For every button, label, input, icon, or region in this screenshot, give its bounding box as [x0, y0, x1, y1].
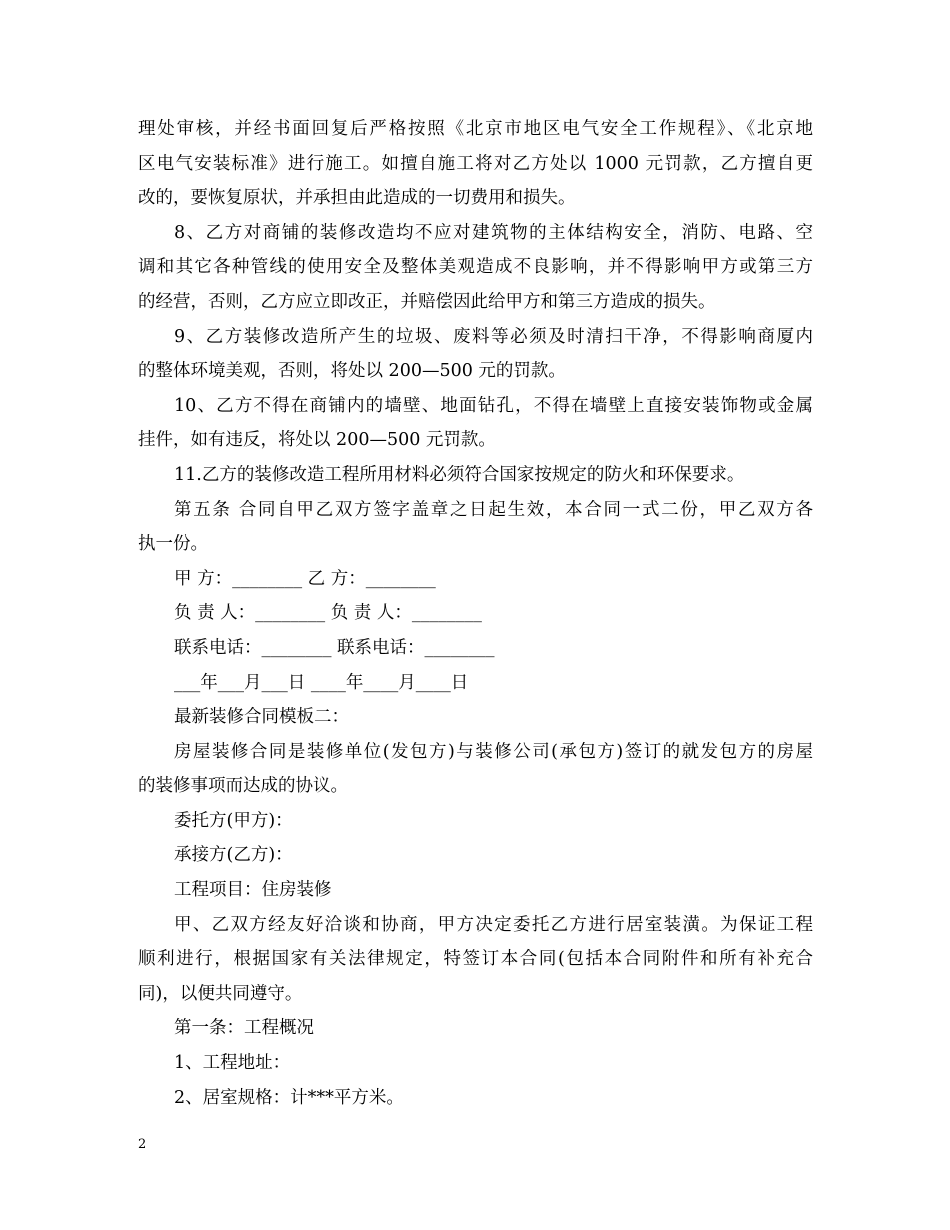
text-line: 联系电话：________ 联系电话：________ — [174, 637, 495, 658]
text-line: 挂件，如有违反，将处以 200—500 元罚款。 — [138, 430, 496, 451]
text-line: 2、居室规格：计***平方米。 — [174, 1087, 404, 1108]
text-line: 工程项目：住房装修 — [174, 880, 332, 901]
text-line: 顺利进行，根据国家有关法律规定，特签订本合同(包括本合同附件和所有补充合 — [138, 949, 813, 970]
text-line: 理处审核，并经书面回复后严格按照《北京市地区电气安全工作规程》、《北京地 — [138, 119, 813, 139]
text-line: 负 责 人：________ 负 责 人：________ — [174, 603, 482, 624]
text-line: 的装修事项而达成的协议。 — [138, 776, 348, 797]
text-line: ___年___月___日 ____年____月____日 — [174, 672, 469, 693]
text-line: 区电气安装标准》进行施工。如擅自施工将对乙方处以 1000 元罚款，乙方擅自更 — [138, 153, 813, 174]
text-line: 8、乙方对商铺的装修改造均不应对建筑物的主体结构安全，消防、电路、空 — [174, 222, 813, 243]
text-line: 9、乙方装修改造所产生的垃圾、废料等必须及时清扫干净，不得影响商厦内 — [174, 326, 813, 347]
text-line: 第一条：工程概况 — [174, 1018, 314, 1039]
page-number: 2 — [138, 1137, 147, 1152]
text-line: 房屋装修合同是装修单位(发包方)与装修公司(承包方)签订的就发包方的房屋 — [174, 741, 813, 762]
text-line: 甲、乙双方经友好洽谈和协商，甲方决定委托乙方进行居室装潢。为保证工程 — [174, 914, 813, 935]
text-line: 的整体环境美观，否则，将处以 200—500 元的罚款。 — [138, 361, 566, 382]
text-line: 同)，以便共同遵守。 — [138, 983, 303, 1004]
text-line: 执一份。 — [138, 534, 208, 555]
text-line: 第五条 合同自甲乙双方签字盖章之日起生效，本合同一式二份，甲乙双方各 — [174, 499, 813, 520]
text-line: 11.乙方的装修改造工程所用材料必须符合国家按规定的防火和环保要求。 — [174, 464, 745, 485]
text-line: 委托方(甲方)： — [174, 810, 293, 831]
text-line: 最新装修合同模板二： — [174, 707, 349, 728]
text-line: 1、工程地址： — [174, 1053, 291, 1074]
text-line: 的经营，否则，乙方应立即改正，并赔偿因此给甲方和第三方造成的损失。 — [138, 291, 716, 312]
text-line: 甲 方：________ 乙 方：________ — [174, 568, 436, 589]
text-line: 改的，要恢复原状，并承担由此造成的一切费用和损失。 — [138, 188, 576, 209]
text-line: 调和其它各种管线的使用安全及整体美观造成不良影响，并不得影响甲方或第三方 — [138, 257, 813, 278]
text-line: 承接方(乙方)： — [174, 845, 293, 866]
text-line: 10、乙方不得在商铺内的墙壁、地面钻孔，不得在墙壁上直接安装饰物或金属 — [174, 395, 813, 416]
document-body — [138, 112, 813, 1115]
